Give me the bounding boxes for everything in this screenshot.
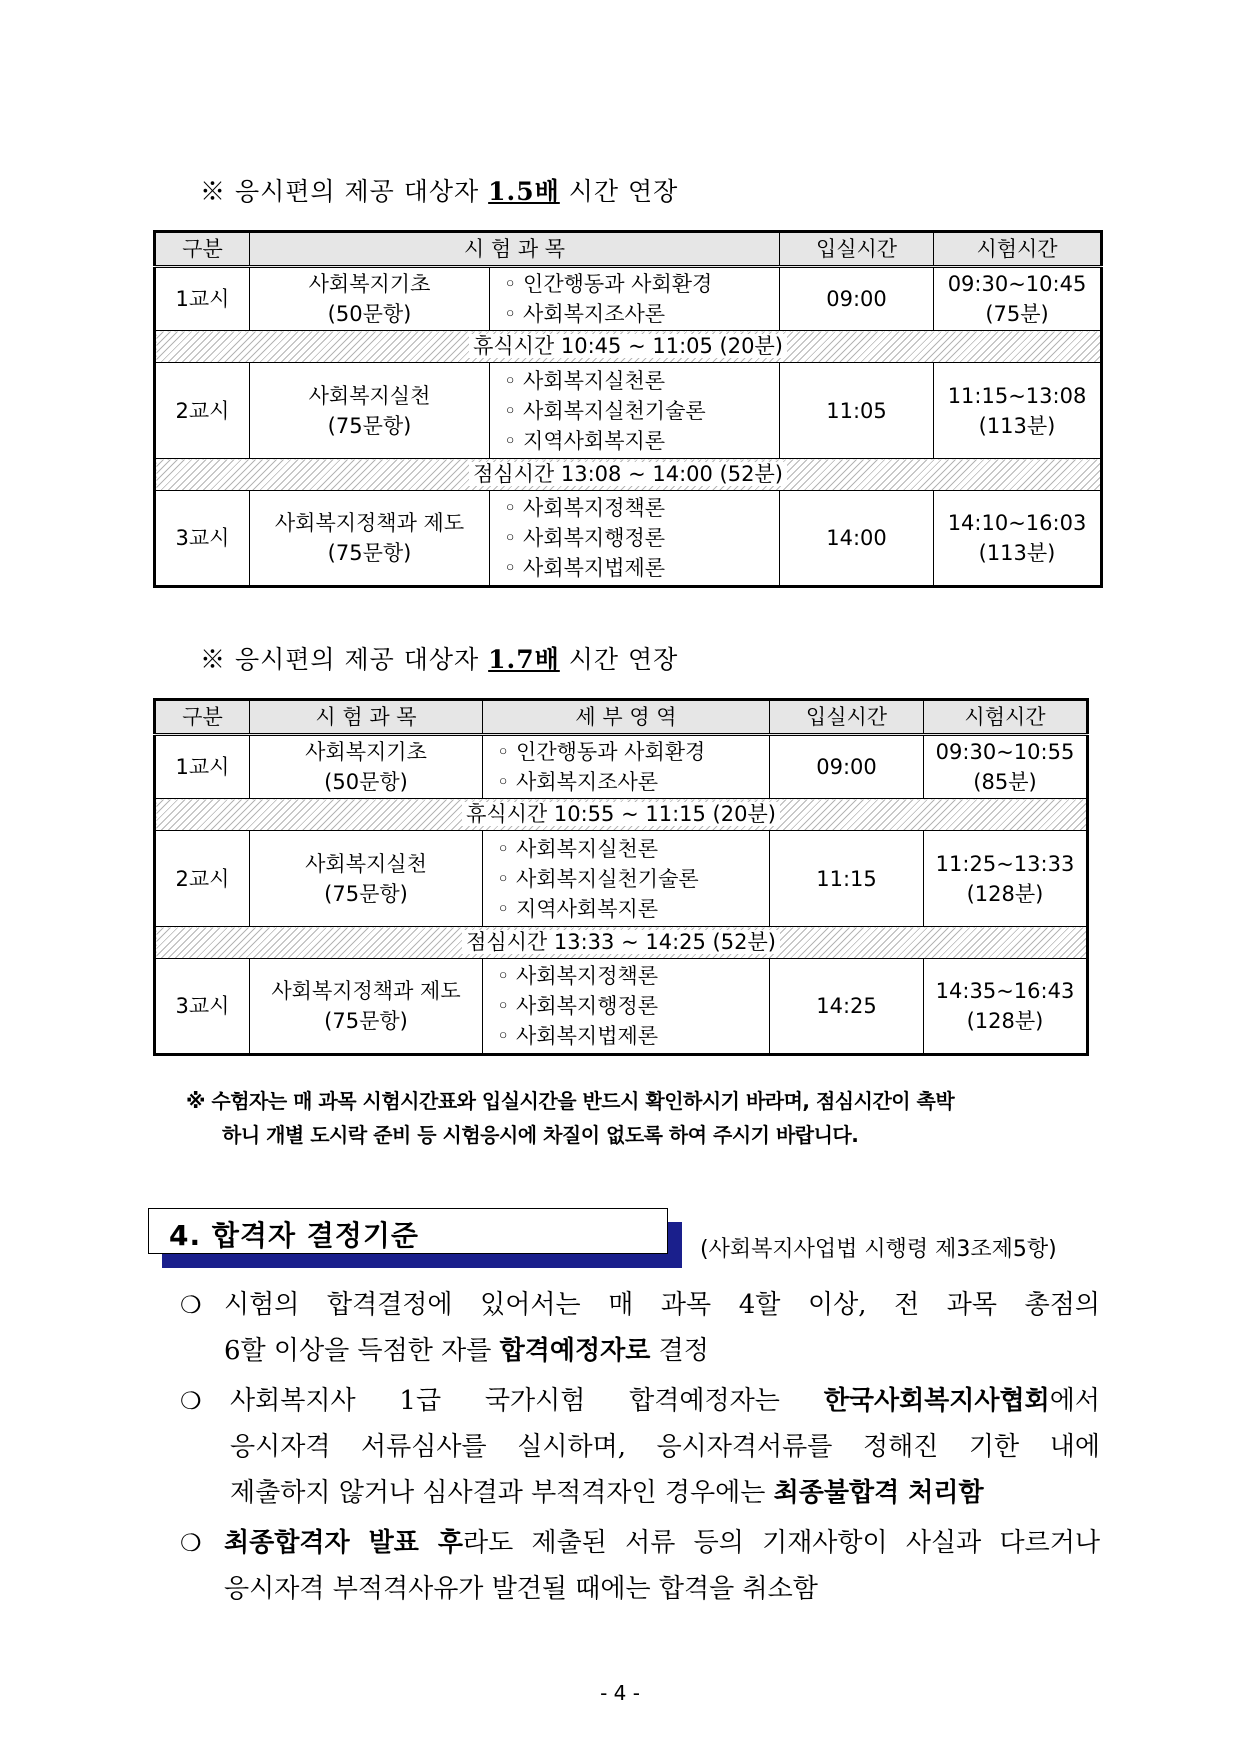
header-cell: 시 험 과 목 xyxy=(250,700,483,735)
period-cell: 2교시 xyxy=(155,363,250,459)
subject-cell: 사회복지실천 (75문항) xyxy=(250,831,483,927)
table1-note: ※ 응시편의 제공 대상자 1.5배 시간 연장 xyxy=(200,177,679,206)
header-cell: 시험시간 xyxy=(934,232,1102,267)
topics-cell: ◦ 사회복지실천론 ◦ 사회복지실천기술론 ◦ 지역사회복지론 xyxy=(483,831,770,927)
table-row xyxy=(155,959,1088,1055)
table-header-row xyxy=(155,700,1088,735)
bullet-icon: ❍ xyxy=(180,1291,202,1319)
table-row xyxy=(155,491,1102,587)
topics-cell: ◦ 인간행동과 사회환경 ◦ 사회복지조사론 xyxy=(483,735,770,799)
entry-time-cell: 14:00 xyxy=(780,491,934,587)
header-cell: 시험시간 xyxy=(924,700,1088,735)
header-cell: 시 험 과 목 xyxy=(250,232,780,267)
table2-note-multiplier: 1.7배 xyxy=(488,645,560,674)
legal-reference: (사회복지사업법 시행령 제3조제5항) xyxy=(700,1237,1057,1262)
table-row xyxy=(155,735,1088,799)
entry-time-cell: 14:25 xyxy=(770,959,924,1055)
subject-cell: 사회복지정책과 제도 (75문항) xyxy=(250,959,483,1055)
exam-time-cell: 14:35~16:43 (128분) xyxy=(924,959,1088,1055)
subject-cell: 사회복지실천 (75문항) xyxy=(250,363,490,459)
period-cell: 1교시 xyxy=(155,735,250,799)
period-cell: 3교시 xyxy=(155,959,250,1055)
topics-cell: ◦ 사회복지실천론 ◦ 사회복지실천기술론 ◦ 지역사회복지론 xyxy=(490,363,780,459)
entry-time-cell: 09:00 xyxy=(770,735,924,799)
bullet-icon: ❍ xyxy=(180,1387,202,1415)
break-row: 점심시간 13:08 ~ 14:00 (52분) xyxy=(155,459,1102,491)
subject-cell: 사회복지기초 (50문항) xyxy=(250,735,483,799)
table-row xyxy=(155,363,1102,459)
page-number: - 4 - xyxy=(600,1681,640,1705)
break-row: 점심시간 13:33 ~ 14:25 (52분) xyxy=(155,927,1088,959)
exam-time-cell: 11:15~13:08 (113분) xyxy=(934,363,1102,459)
period-cell: 1교시 xyxy=(155,267,250,331)
table-row xyxy=(155,831,1088,927)
exam-time-cell: 09:30~10:45 (75분) xyxy=(934,267,1102,331)
lunch-warning-note: ※ 수험자는 매 과목 시험시간표와 입실시간을 반드시 확인하시기 바라며, 점심시간이 촉박 하니 개별 도시락 준비 등 시험응시에 차질이 없도록 하여 주시기 바랍니다. xyxy=(186,1089,955,1147)
subject-cell: 사회복지기초 (50문항) xyxy=(250,267,490,331)
period-cell: 3교시 xyxy=(155,491,250,587)
entry-time-cell: 09:00 xyxy=(780,267,934,331)
header-cell: 구분 xyxy=(155,232,250,267)
table1-note-multiplier: 1.5배 xyxy=(488,177,560,206)
break-row: 휴식시간 10:55 ~ 11:15 (20분) xyxy=(155,799,1088,831)
emphasis-text: 최종불합격 처리함 xyxy=(773,1478,984,1508)
exam-time-cell: 11:25~13:33 (128분) xyxy=(924,831,1088,927)
entry-time-cell: 11:05 xyxy=(780,363,934,459)
criteria-paragraph-1: ❍ 시험의 합격결정에 있어서는 매 과목 4할 이상, 전 과목 총점의 6할 이상을 득점한 자를 합격예정자로 결정 xyxy=(180,1282,1100,1374)
emphasis-text: 합격예정자로 xyxy=(499,1336,651,1366)
emphasis-text: 최종합격자 발표 후 xyxy=(224,1528,464,1558)
topics-cell: ◦ 사회복지정책론 ◦ 사회복지행정론 ◦ 사회복지법제론 xyxy=(483,959,770,1055)
criteria-paragraph-3: ❍ 최종합격자 발표 후라도 제출된 서류 등의 기재사항이 사실과 다르거나 응시자격 부적격사유가 발견될 때에는 합격을 취소함 xyxy=(180,1520,1100,1612)
table2-note: ※ 응시편의 제공 대상자 1.7배 시간 연장 xyxy=(200,645,679,674)
emphasis-text: 한국사회복지사협회 xyxy=(823,1386,1050,1416)
exam-time-cell: 14:10~16:03 (113분) xyxy=(934,491,1102,587)
header-cell: 세 부 영 역 xyxy=(483,700,770,735)
bullet-icon: ❍ xyxy=(180,1529,202,1557)
entry-time-cell: 11:15 xyxy=(770,831,924,927)
header-cell: 입실시간 xyxy=(780,232,934,267)
topics-cell: ◦ 인간행동과 사회환경 ◦ 사회복지조사론 xyxy=(490,267,780,331)
table-header-row xyxy=(155,232,1102,267)
section-header-box xyxy=(148,1208,668,1254)
period-cell: 2교시 xyxy=(155,831,250,927)
subject-cell: 사회복지정책과 제도 (75문항) xyxy=(250,491,490,587)
schedule-table-1-7x xyxy=(153,698,1089,1056)
schedule-table-1-5x xyxy=(153,230,1103,588)
criteria-paragraph-2: ❍ 사회복지사 1급 국가시험 합격예정자는 한국사회복지사협회에서 응시자격 서류심사를 실시하며, 응시자격서류를 정해진 기한 내에 제출하지 않거나 심사결과 부적격자인 경우에는 최종불합격 처리함 xyxy=(180,1378,1100,1516)
section-title: 4. 합격자 결정기준 xyxy=(169,1219,419,1252)
header-cell: 입실시간 xyxy=(770,700,924,735)
topics-cell: ◦ 사회복지정책론 ◦ 사회복지행정론 ◦ 사회복지법제론 xyxy=(490,491,780,587)
table-row xyxy=(155,267,1102,331)
exam-time-cell: 09:30~10:55 (85분) xyxy=(924,735,1088,799)
header-cell: 구분 xyxy=(155,700,250,735)
break-row: 휴식시간 10:45 ~ 11:05 (20분) xyxy=(155,331,1102,363)
